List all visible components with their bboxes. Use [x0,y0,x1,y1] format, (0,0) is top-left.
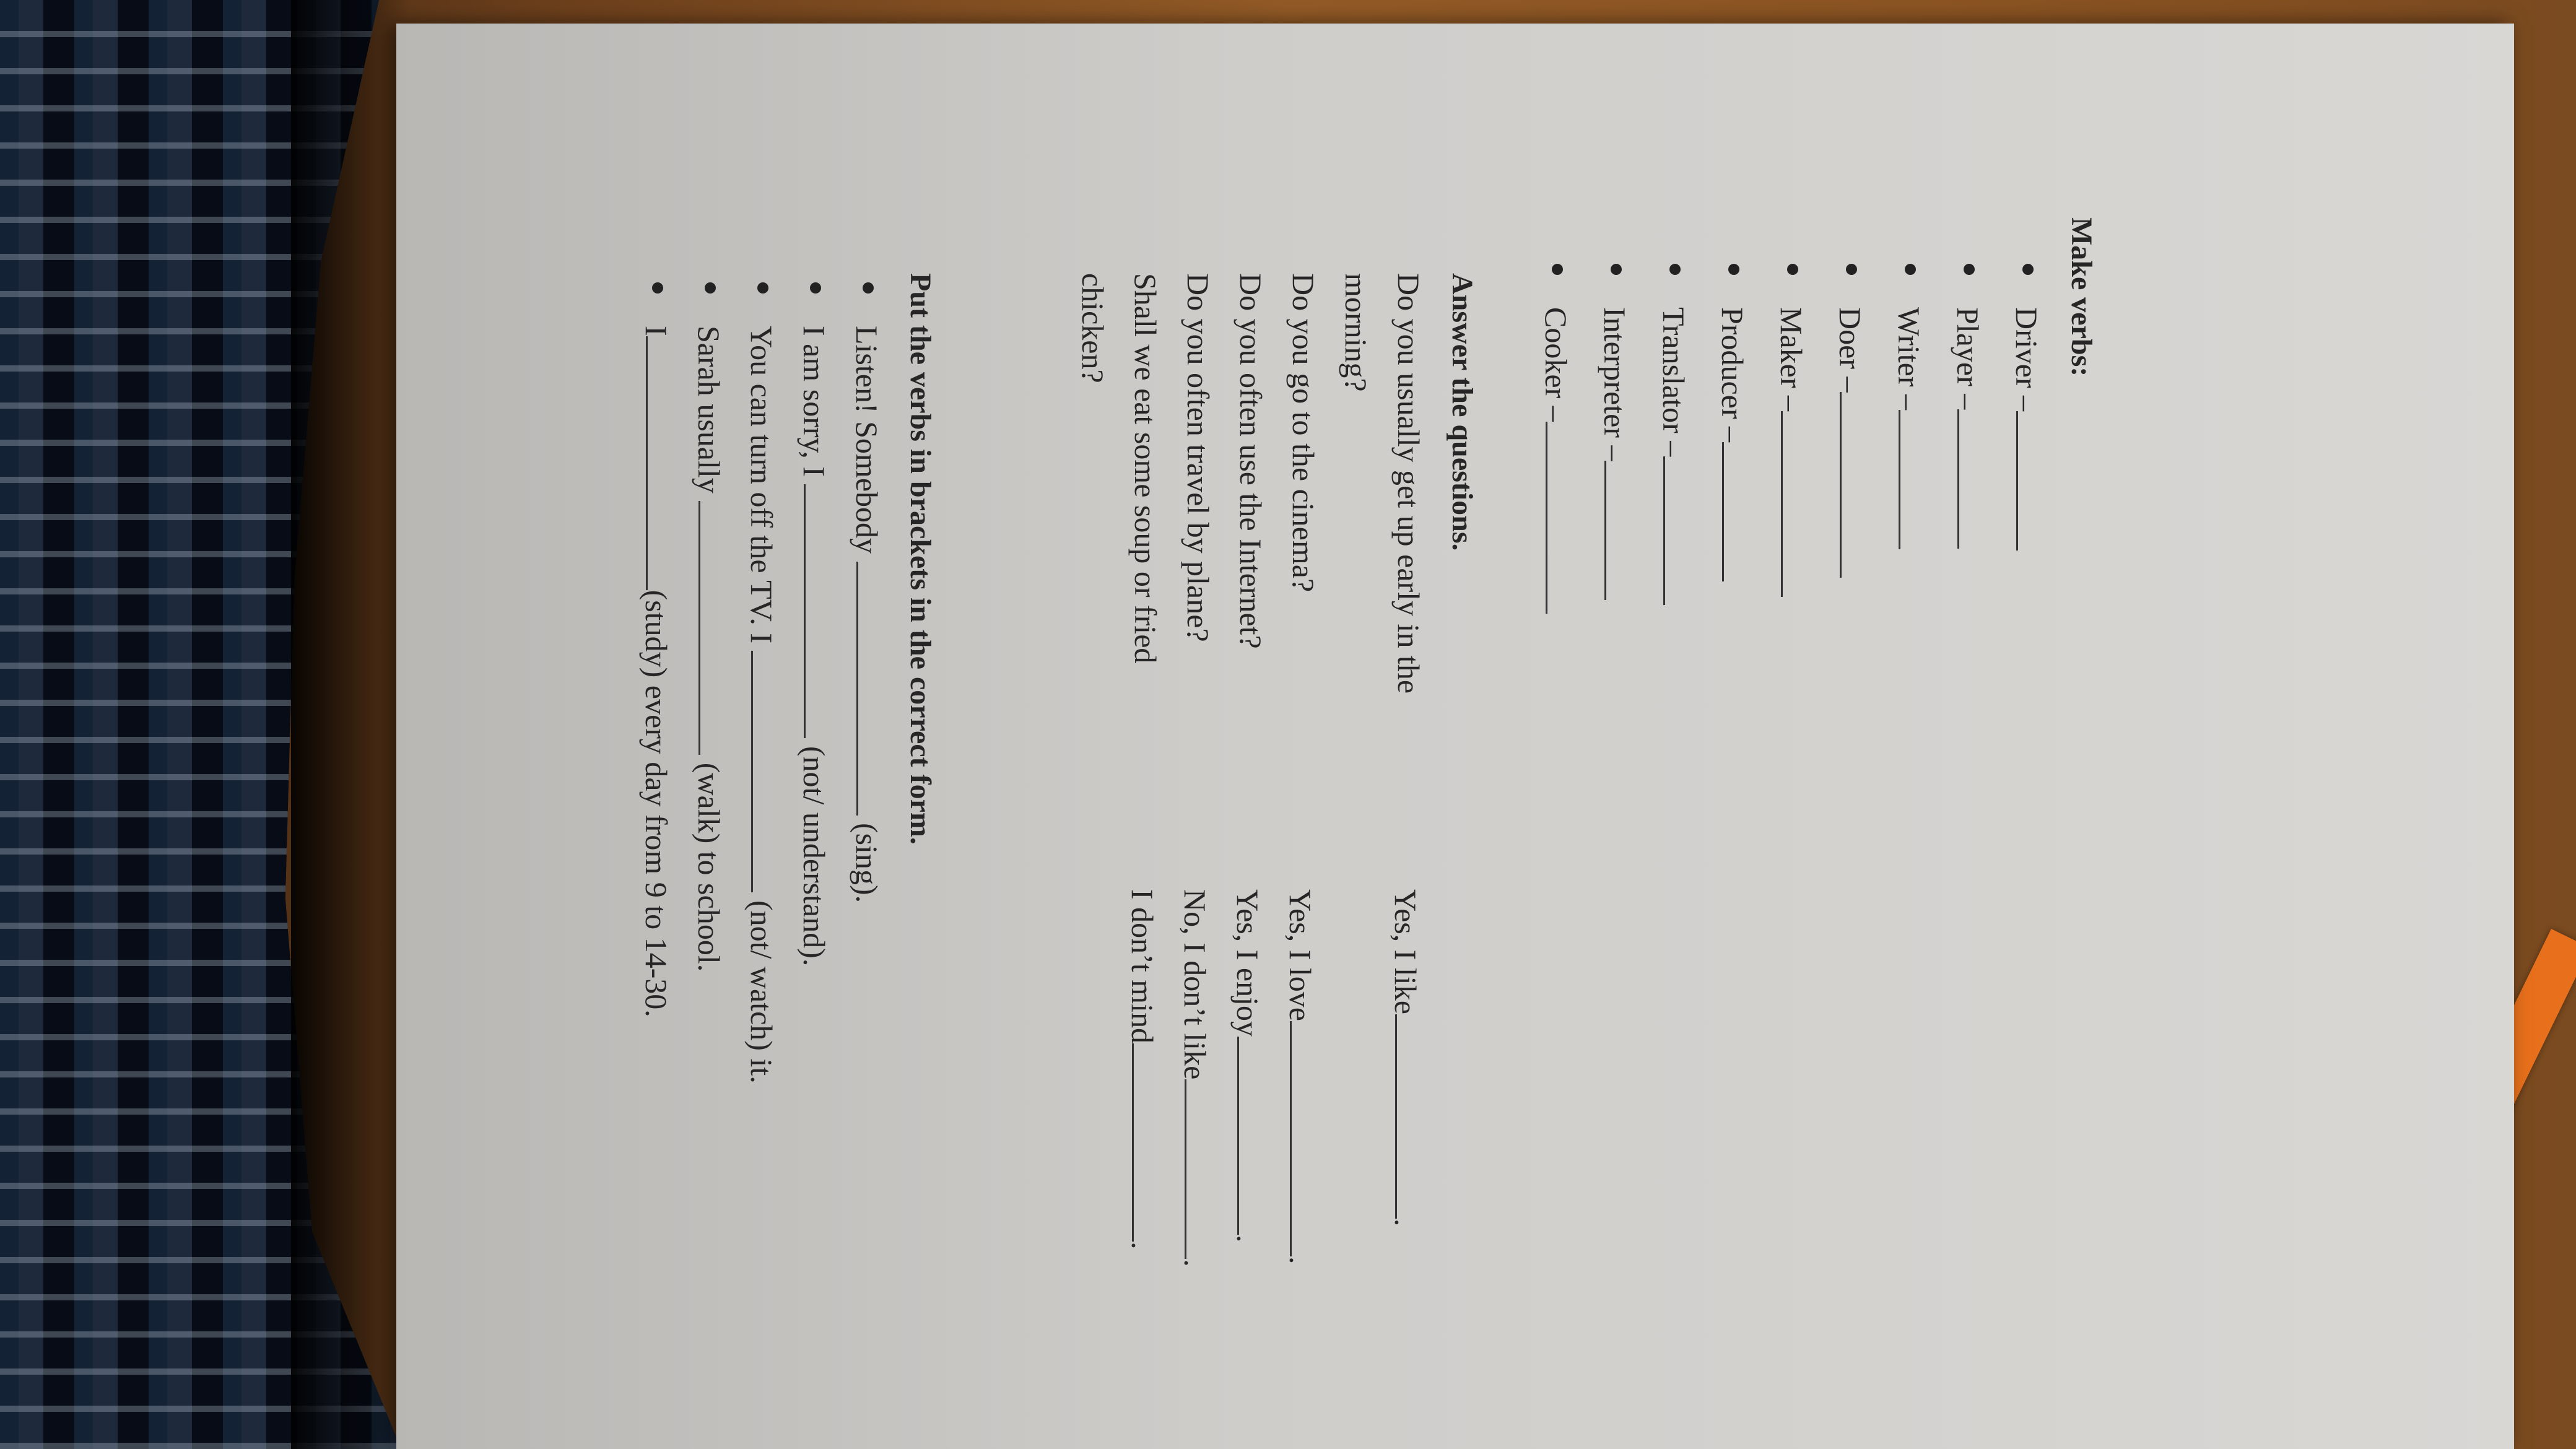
verb-item-writer: Writer – [1894,307,1928,549]
question-1-line2: morning? [1339,273,1373,392]
answer-blank [698,501,728,755]
answer-blank [1663,456,1692,605]
correct-form-heading: Put the verbs in brackets in the correct form. [904,273,937,845]
bullet-icon [1905,264,1916,275]
question-4: Do you often travel by plane? [1181,273,1216,642]
verb-item-interpreter: Interpreter – [1599,307,1634,600]
bullet-icon [652,282,663,294]
question-5-line2: chicken? [1076,273,1110,383]
answer-blank [1722,442,1751,581]
question-3: Do you often use the Internet? [1234,273,1268,649]
verb-item-translator: Translator – [1658,307,1692,605]
answer-blank [804,484,833,738]
verb-item-maker: Maker – [1776,307,1810,597]
answer-blank [1957,409,1986,549]
sentence-2: I am sorry, I (not/ understand). [797,326,832,967]
verb-item-driver: Driver – [2011,307,2045,550]
question-1-line1: Do you usually get up early in the [1391,273,1426,694]
sentence-1: Listen! Somebody (sing). [850,326,884,903]
answer-blank [751,651,780,892]
answer-blank [1185,1079,1214,1259]
answer-blank [1546,422,1575,614]
bullet-icon [1964,264,1975,275]
make-verbs-heading: Make verbs: [2065,217,2098,377]
bullet-icon [1787,264,1798,275]
bullet-icon [705,282,716,294]
answer-3: Yes, I enjoy. [1230,889,1265,1243]
answer-questions-heading: Answer the questions. [1446,273,1479,551]
sentence-4: Sarah usually (walk) to school. [692,326,726,972]
bullet-icon [810,282,821,294]
verb-item-player: Player – [1952,307,1986,549]
question-5-line1: Shall we eat some soup or fried [1128,273,1163,664]
verb-item-doer: Doer – [1835,307,1869,578]
answer-blank [1290,1021,1319,1256]
sentence-5: I(study) every day from 9 to 14-30. [639,326,674,1017]
bullet-icon [863,282,874,294]
answer-2: Yes, I love. [1283,889,1318,1264]
question-2: Do you go to the cinema? [1286,273,1321,593]
bullet-icon [1669,264,1681,275]
answer-5: I don’t mind. [1125,889,1160,1250]
verb-item-producer: Producer – [1717,307,1751,581]
bullet-icon [1846,264,1857,275]
sentence-3: You can turn off the TV. I (not/ watch) it. [744,326,779,1084]
verb-item-cooker: Cooker – [1541,307,1575,614]
worksheet-content [201,35,2282,1409]
answer-blank [856,562,886,816]
bullet-icon [2022,264,2034,275]
answer-blank [646,336,675,590]
answer-blank [1840,392,1869,578]
answer-blank [1395,1014,1424,1219]
answer-4: No, I don’t like. [1178,889,1212,1267]
answer-blank [2016,411,2045,550]
answer-blank [1899,410,1928,549]
answer-blank [1237,1037,1266,1235]
answer-blank [1604,461,1634,600]
bullet-icon [757,282,768,294]
answer-blank [1132,1043,1161,1242]
answer-1: Yes, I like. [1388,889,1423,1227]
bullet-icon [1611,264,1622,275]
bullet-icon [1552,264,1563,275]
bullet-icon [1728,264,1739,275]
answer-blank [1781,411,1810,597]
